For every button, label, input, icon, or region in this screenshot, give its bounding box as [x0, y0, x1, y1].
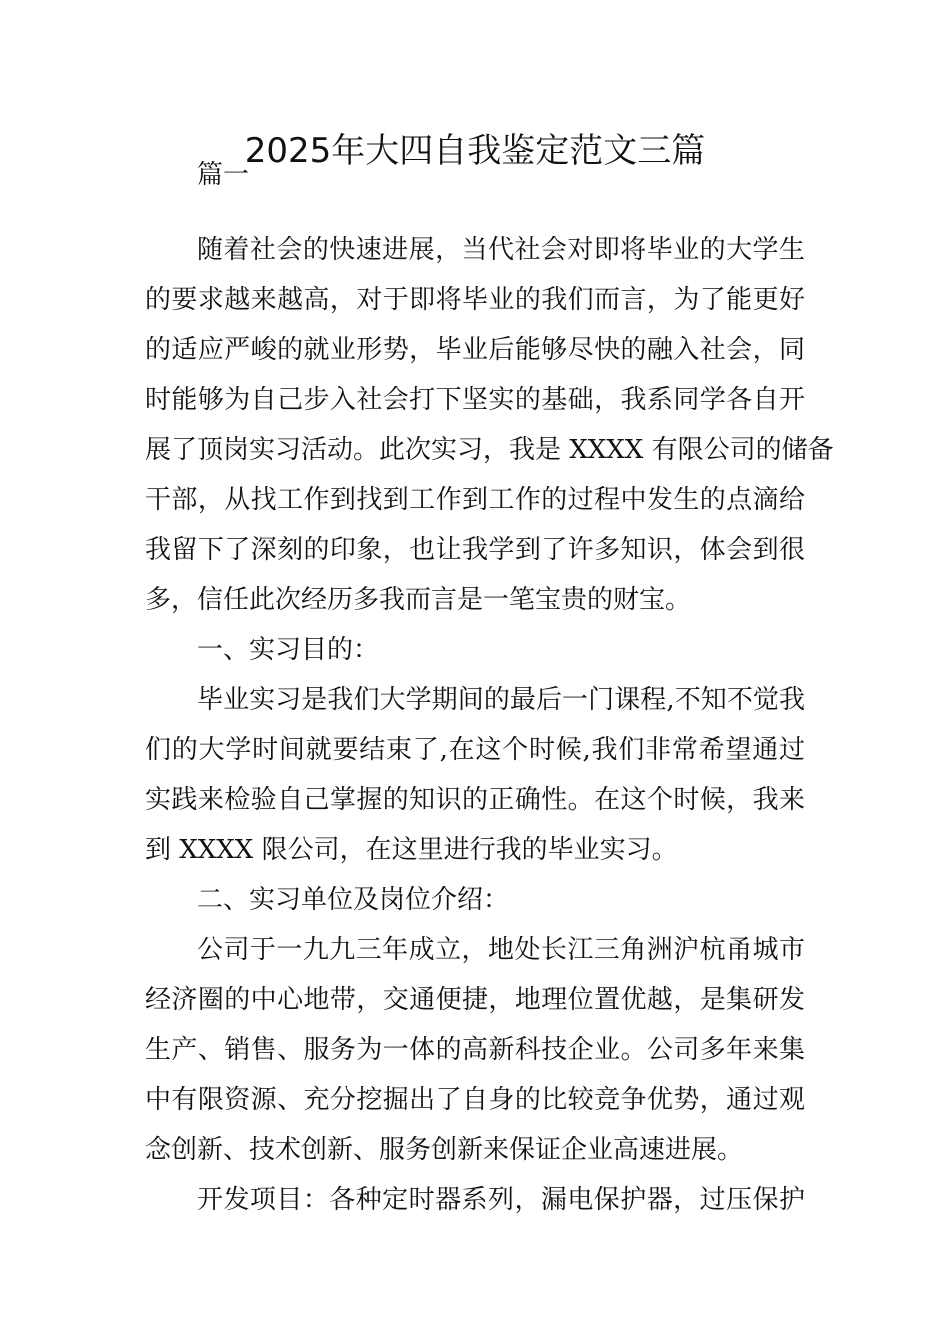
paragraph-line: 念创新、技术创新、服务创新来保证企业高速进展。 — [145, 1135, 744, 1165]
paragraph-line: 我留下了深刻的印象，也让我学到了许多知识，体会到很 — [145, 535, 805, 565]
paragraph-line: 的适应严峻的就业形势，毕业后能够尽快的融入社会，同 — [145, 335, 805, 365]
section-heading-company: 二、实习单位及岗位介绍： — [197, 885, 510, 915]
paragraph-line: 干部，从找工作到找到工作到工作的过程中发生的点滴给 — [145, 485, 805, 515]
paragraph-line: 的要求越来越高，对于即将毕业的我们而言，为了能更好 — [145, 285, 805, 315]
document-title: 2025年大四自我鉴定范文三篇 — [244, 131, 706, 171]
paragraph-line: 时能够为自己步入社会打下坚实的基础，我系同学各自开 — [145, 385, 805, 415]
paragraph-line: 生产、销售、服务为一体的高新科技企业。公司多年来集 — [145, 1035, 805, 1065]
paragraph-line: 公司于一九九三年成立，地处长江三角洲沪杭甬城市 — [197, 935, 805, 965]
paragraph-line: 展了顶岗实习活动。此次实习，我是 XXXX 有限公司的储备 — [145, 435, 834, 465]
paragraph-line: 毕业实习是我们大学期间的最后一门课程,不知不觉我 — [197, 685, 805, 715]
paragraph-line: 经济圈的中心地带，交通便捷，地理位置优越，是集研发 — [145, 985, 805, 1015]
paragraph-line: 多，信任此次经历多我而言是一笔宝贵的财宝。 — [145, 585, 692, 615]
paragraph-line: 实践来检验自己掌握的知识的正确性。在这个时候，我来 — [145, 785, 805, 815]
paragraph-line: 随着社会的快速进展，当代社会对即将毕业的大学生 — [197, 235, 805, 265]
section-heading-purpose: 一、实习目的： — [197, 635, 380, 665]
paragraph-line: 到 XXXX 限公司，在这里进行我的毕业实习。 — [145, 835, 678, 865]
paragraph-line: 们的大学时间就要结束了,在这个时候,我们非常希望通过 — [145, 735, 805, 765]
section-heading-part-one: 篇一 — [197, 160, 250, 190]
paragraph-line: 开发项目：各种定时器系列，漏电保护器，过压保护 — [197, 1185, 805, 1215]
paragraph-line: 中有限资源、充分挖掘出了自身的比较竞争优势，通过观 — [145, 1085, 805, 1115]
